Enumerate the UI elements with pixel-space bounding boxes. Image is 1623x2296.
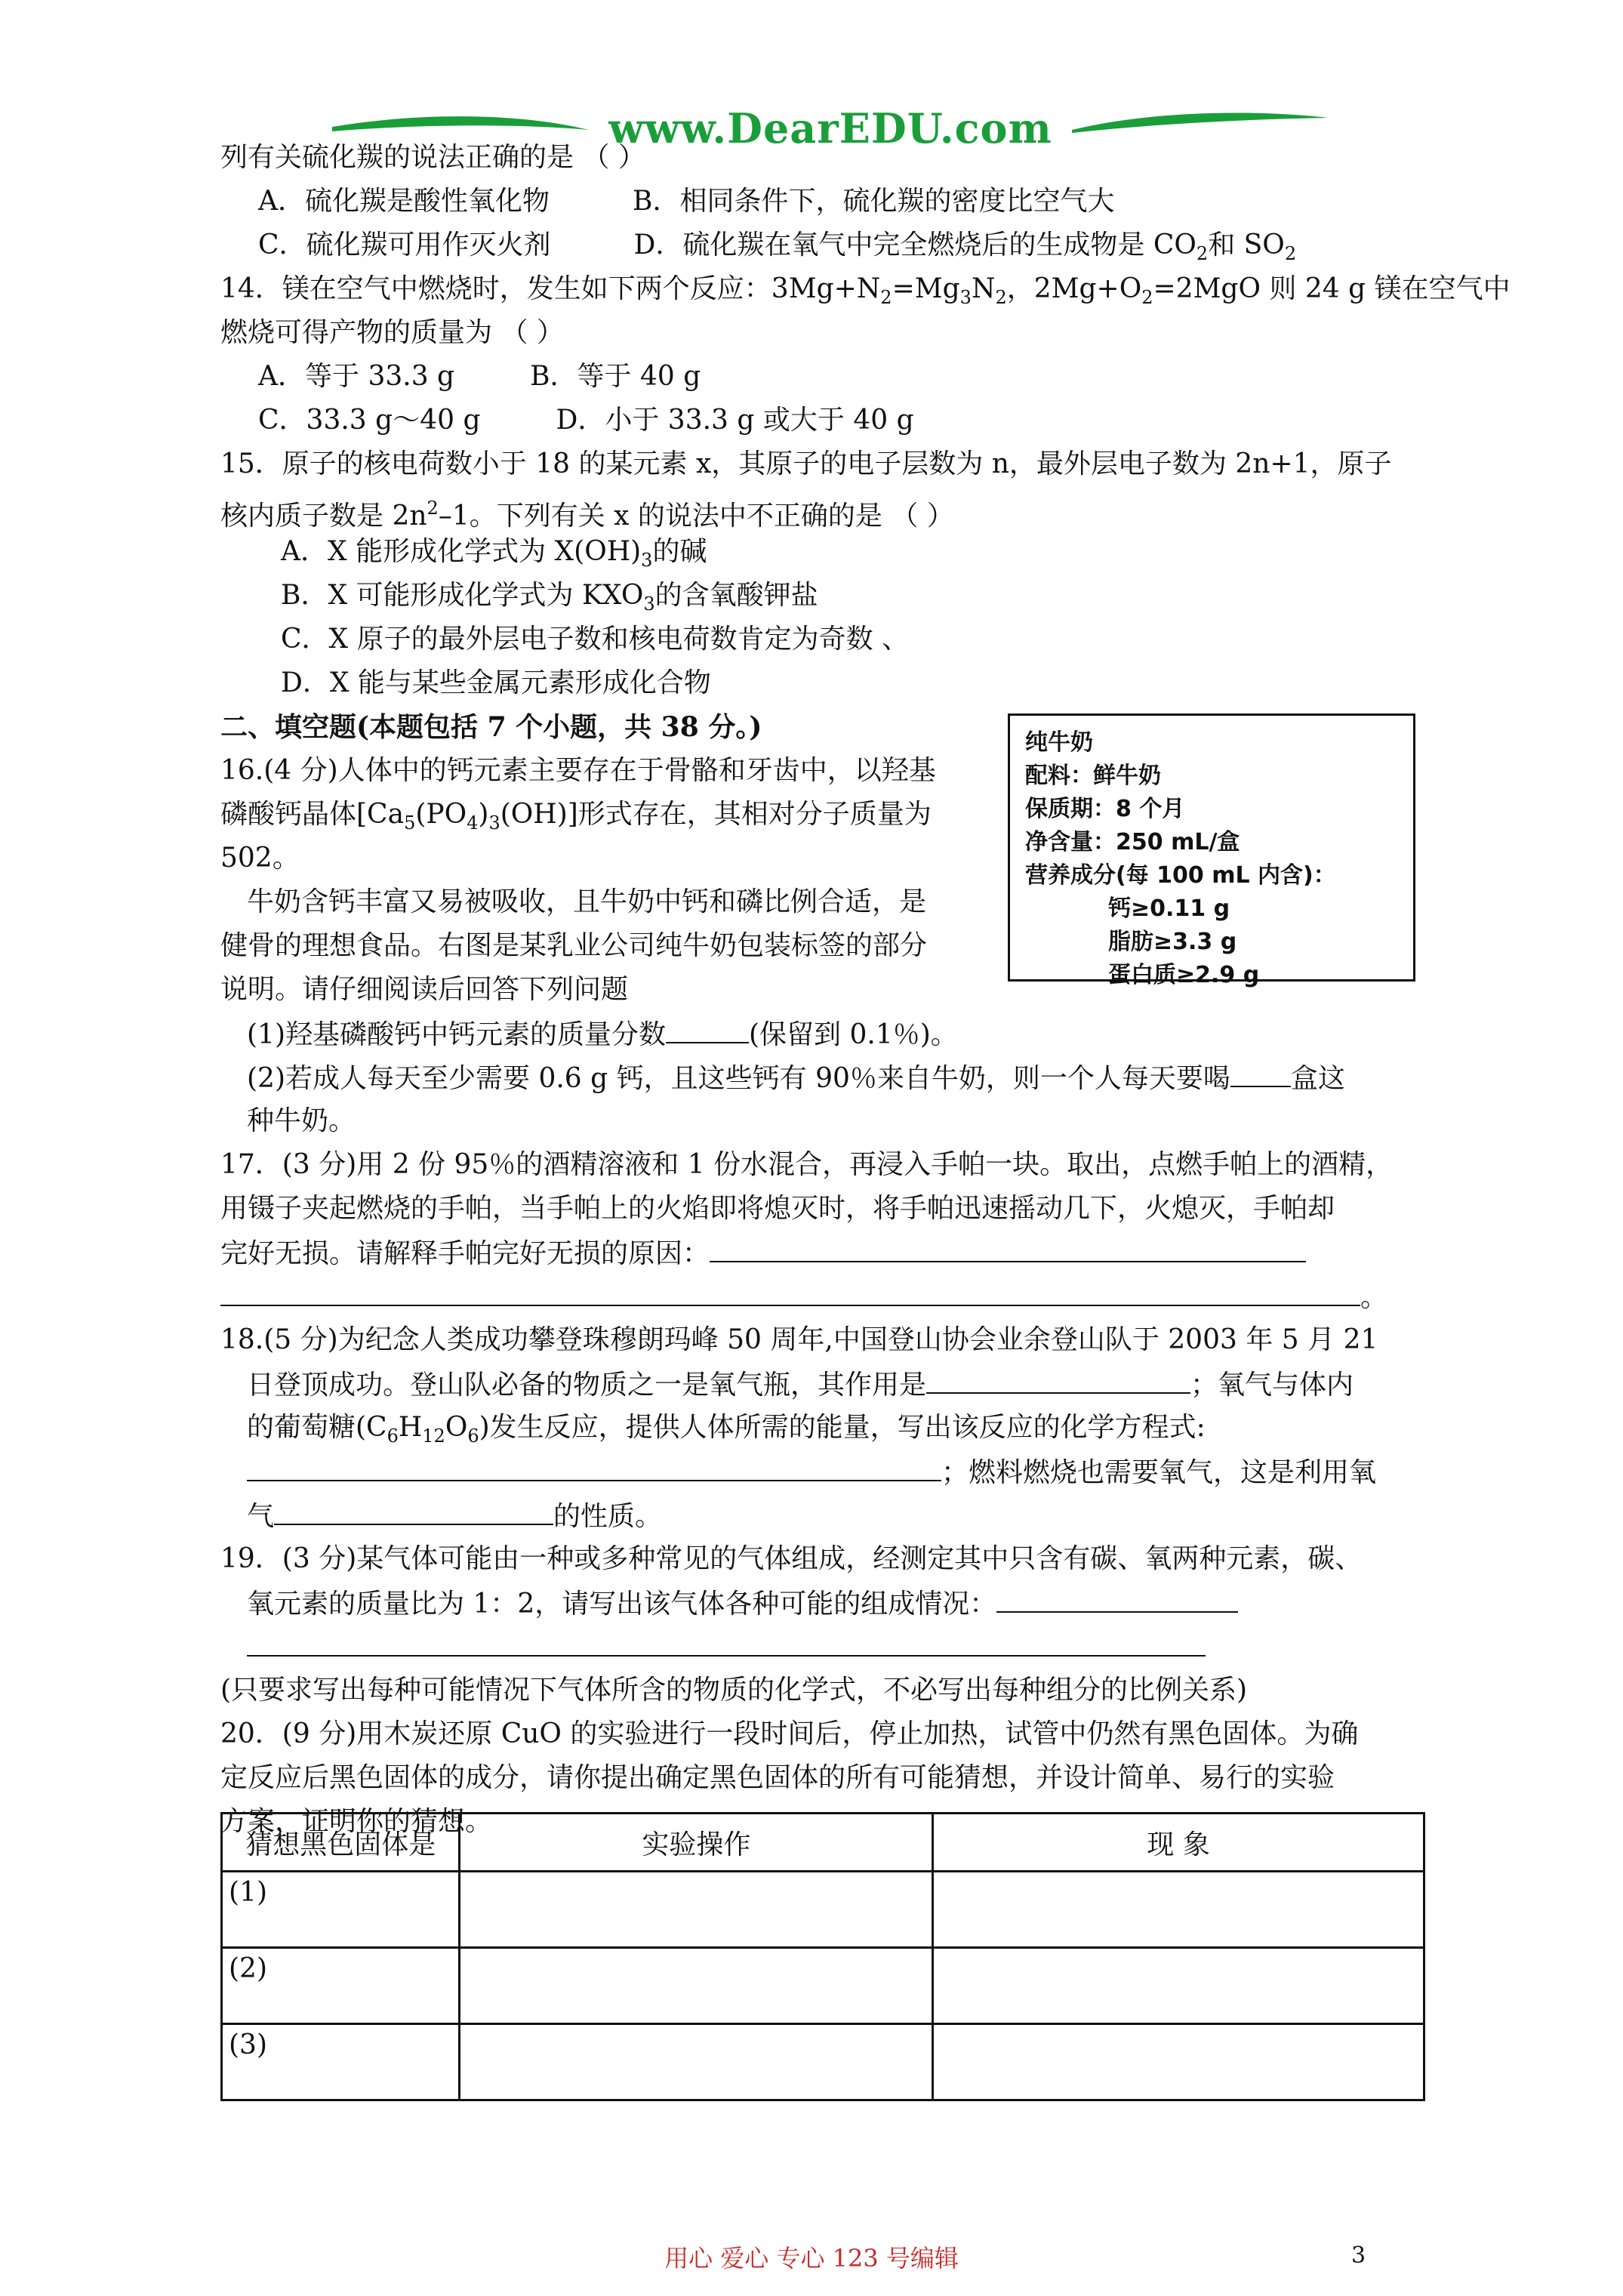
q17-blank-1[interactable] — [710, 1231, 1306, 1262]
milk-label-protein: 蛋白质≥2.9 g — [1108, 962, 1260, 988]
q18-line1: 18.(5 分)为纪念人类成功攀登珠穆朗玛峰 50 周年,中国登山协会业余登山队于 2003 年 5 月 21 — [220, 1324, 1378, 1355]
q13-option-b: B．相同条件下，硫化羰的密度比空气大 — [633, 186, 1115, 217]
q18-line5: 气 的性质。 — [220, 1493, 1413, 1537]
table-cell-phenomenon[interactable] — [933, 1872, 1424, 1948]
q18-line2: 日登顶成功。登山队必备的物质之一是氧气瓶，其作用是 ；氧气与体内 — [220, 1362, 1413, 1406]
table-cell-guess[interactable]: (1) — [222, 1872, 460, 1948]
q15-option-d: D．X 能与某些金属元素形成化合物 — [281, 667, 711, 698]
q14-option-d: D．小于 33.3 g 或大于 40 g — [556, 405, 914, 436]
q14-option-a: A．等于 33.3 g — [258, 361, 455, 392]
q16-line1: 16.(4 分)人体中的钙元素主要存在于骨骼和牙齿中，以羟基 — [220, 755, 936, 786]
q20-line2: 定反应后黑色固体的成分，请你提出确定黑色固体的所有可能猜想，并设计简单、易行的实验 — [220, 1762, 1335, 1793]
milk-label-title: 纯牛奶 — [1025, 729, 1093, 756]
q16-blank-2[interactable] — [1230, 1056, 1291, 1087]
q19-line3 — [220, 1625, 1413, 1669]
q16-blank-1[interactable] — [666, 1012, 749, 1043]
q17-line1: 17．(3 分)用 2 份 95％的酒精溶液和 1 份水混合，再浸入手帕一块。取出，点燃手帕上的酒精， — [220, 1149, 1394, 1180]
q14-option-c: C．33.3 g～40 g — [258, 405, 481, 436]
table-cell-operation[interactable] — [460, 1872, 933, 1948]
q16-part2-line2: 种牛奶。 — [247, 1105, 356, 1136]
q13-option-a: A．硫化羰是酸性氧化物 — [258, 186, 550, 217]
q18-line4: ；燃料燃烧也需要氧气，这是利用氧 — [220, 1450, 1413, 1493]
q17-line3: 完好无损。请解释手帕完好无损的原因： — [220, 1231, 1413, 1274]
q15-stem-line2: 核内质子数是 $2n^2-1$。下列有关 x 的说法中不正确的是 （ ） — [220, 498, 954, 532]
header-site-name: www.DearEDU.com — [608, 104, 1052, 153]
q16-line6: 说明。请仔细阅读后回答下列问题 — [220, 974, 629, 1005]
milk-label-fat: 脂肪≥3.3 g — [1108, 929, 1237, 955]
table-cell-operation[interactable] — [460, 1948, 933, 2024]
q19-note: (只要求写出每种可能情况下气体所含的物质的化学式，不必写出每种组分的比例关系) — [220, 1675, 1248, 1706]
q13-option-d: D．硫化羰在氧气中完全燃烧后的生成物是 $CO_2$和 $SO_2$ — [633, 230, 1297, 264]
milk-label-ingredients: 配料：鲜牛奶 — [1025, 763, 1161, 789]
q18-blank-2[interactable] — [247, 1450, 941, 1481]
milk-label-net-content: 净含量：250 mL/盒 — [1025, 829, 1240, 855]
table-cell-guess[interactable]: (3) — [222, 2024, 460, 2100]
table-header-guess: 猜想黑色固体是 — [222, 1814, 460, 1872]
q19-blank-1[interactable] — [996, 1581, 1238, 1613]
table-cell-guess[interactable]: (2) — [222, 1948, 460, 2024]
q18-line3: 的葡萄糖$(C_6H_{12}O_6)$发生反应，提供人体所需的能量，写出该反应的化学方程式: — [247, 1412, 1206, 1447]
q15-option-c: C．X 原子的最外层电子数和核电荷数肯定为奇数 、 — [281, 624, 910, 655]
q15-stem-line1: 15．原子的核电荷数小于 18 的某元素 x，其原子的电子层数为 n，最外层电子数为 2n+1，原子 — [220, 448, 1392, 479]
q16-part1: (1)羟基磷酸钙中钙元素的质量分数 (保留到 0.1％)。 — [220, 1012, 1413, 1056]
q14-stem-line1: 14．镁在空气中燃烧时，发生如下两个反应：$3Mg+N_2=Mg_3N_2$，$2Mg+O_2=2MgO$ 则 24 g 镁在空气中 — [220, 273, 1511, 308]
page-number: 3 — [1351, 2242, 1366, 2269]
table-header-phenomenon: 现 象 — [933, 1814, 1424, 1872]
q18-blank-3[interactable] — [274, 1493, 553, 1525]
q13-options-ab — [220, 180, 1413, 223]
q20-experiment-table — [220, 1812, 1425, 2101]
table-row — [222, 1948, 1424, 2024]
footer-editor-note: 用心 爱心 专心 123 号编辑 — [664, 2244, 959, 2273]
q13-stem: 列有关硫化羰的说法正确的是 （ ） — [220, 142, 645, 173]
table-row — [222, 1872, 1424, 1948]
q16-part2: (2)若成人每天至少需要 0.6 g 钙，且这些钙有 90％来自牛奶，则一个人每天要喝 盒这 — [220, 1056, 1413, 1099]
q14-options-cd — [220, 399, 1413, 442]
q19-line2: 氧元素的质量比为 1：2，请写出该气体各种可能的组成情况： — [220, 1581, 1413, 1625]
q16-line2: 磷酸钙晶体$[Ca_5(PO_4)_3(OH)]$形式存在，其相对分子质量为 — [220, 799, 932, 834]
q20-line1: 20．(9 分)用木炭还原 CuO 的实验进行一段时间后，停止加热，试管中仍然有黑色固体。为确 — [220, 1718, 1359, 1749]
table-header-operation: 实验操作 — [460, 1814, 933, 1872]
q13-options-cd — [220, 223, 1413, 267]
q16-line5: 健骨的理想食品。右图是某乳业公司纯牛奶包装标签的部分 — [220, 930, 928, 961]
milk-package-label — [1008, 713, 1415, 988]
q15-option-b: B．X 可能形成化学式为 $KXO_3$的含氧酸钾盐 — [281, 580, 818, 615]
table-row — [222, 2024, 1424, 2100]
q14-stem-line2: 燃烧可得产物的质量为 （ ） — [220, 317, 564, 348]
table-cell-operation[interactable] — [460, 2024, 933, 2100]
q17-blank-2[interactable] — [220, 1274, 1360, 1306]
milk-label-nutrition-heading: 营养成分(每 100 mL 内含)： — [1025, 862, 1336, 889]
q18-blank-1[interactable] — [926, 1362, 1190, 1394]
q20-line3: 方案，证明你的猜想。 — [220, 1806, 493, 1837]
table-cell-phenomenon[interactable] — [933, 1948, 1424, 2024]
q19-line1: 19．(3 分)某气体可能由一种或多种常见的气体组成，经测定其中只含有碳、氧两种元素，碳、 — [220, 1543, 1363, 1574]
table-header-row — [222, 1814, 1424, 1872]
q15-option-a: A．X 能形成化学式为 $X(OH)_3$的碱 — [281, 536, 707, 571]
q14-options-ab — [220, 355, 1413, 399]
q17-line4: 。 — [220, 1274, 1413, 1318]
milk-label-calcium: 钙≥0.11 g — [1108, 895, 1230, 922]
q14-option-b: B．等于 40 g — [530, 361, 701, 392]
milk-label-shelf-life: 保质期：8 个月 — [1025, 796, 1185, 822]
q16-line3: 502。 — [220, 843, 300, 874]
section-2-title: 二、填空题(本题包括 7 个小题，共 38 分。) — [220, 711, 762, 743]
q13-option-c: C．硫化羰可用作灭火剂 — [258, 230, 551, 260]
q19-blank-2[interactable] — [247, 1625, 1206, 1657]
q17-line2: 用镊子夹起燃烧的手帕，当手帕上的火焰即将熄灭时，将手帕迅速摇动几下，火熄灭，手帕却 — [220, 1193, 1335, 1224]
q16-line4: 牛奶含钙丰富又易被吸收，且牛奶中钙和磷比例合适，是 — [247, 886, 927, 917]
table-cell-phenomenon[interactable] — [933, 2024, 1424, 2100]
